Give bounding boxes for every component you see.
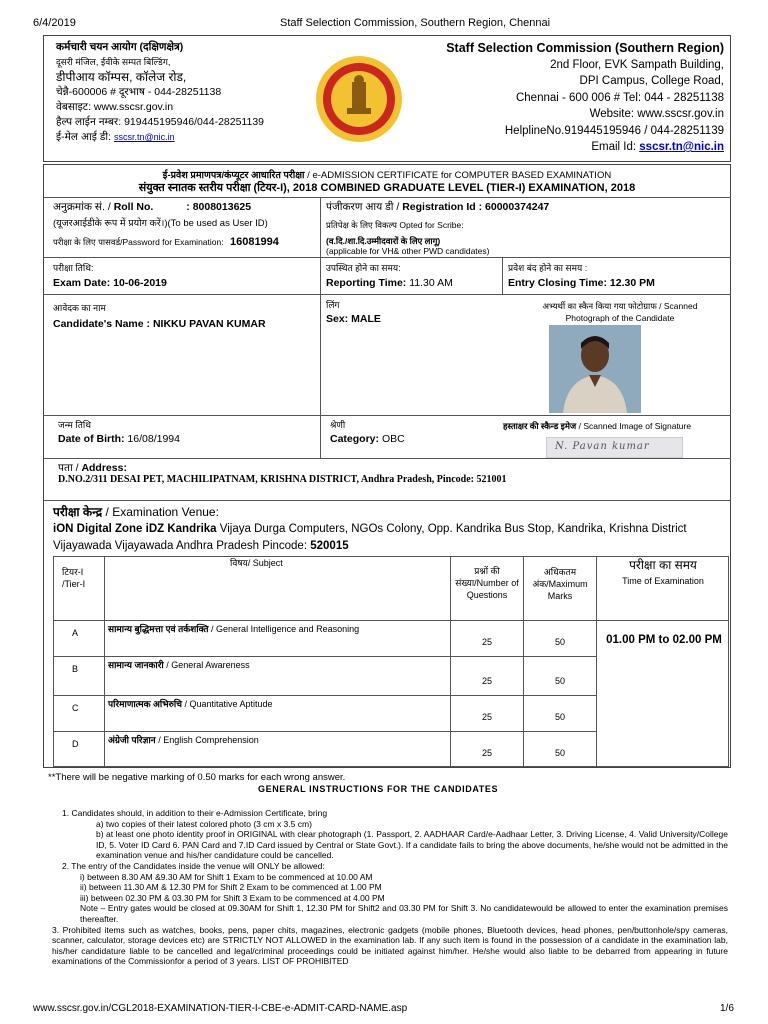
registration-value: 60000374247 (485, 201, 550, 213)
candidate-name-cell (53, 300, 266, 332)
candidate-name-value: NIKKU PAVAN KUMAR (152, 318, 266, 330)
sex-label: Sex: (326, 313, 349, 325)
venue-label-hindi: परीक्षा केन्द्र (53, 505, 103, 519)
exam-date-value: 10-06-2019 (113, 277, 167, 289)
userid-note: (यूजरआईडीके रूप में प्रयोग करें।)(To be used as User ID) (53, 218, 268, 229)
org-hindi-line5: हैल्प लाईन नम्बर: 919445195946/044-28251139 (56, 116, 265, 128)
address-label-hindi: पता (58, 462, 73, 474)
print-date: 6/4/2019 (33, 17, 76, 29)
password-row (53, 236, 279, 248)
print-title: Staff Selection Commission, Southern Region, Chennai (280, 17, 551, 29)
certificate-title: ई-प्रवेश प्रमाणपत्र/कंप्यूटर आधारित परीक्षा / e-ADMISSION CERTIFICATE for COMPUTER BASED EXAMINATION (162, 170, 612, 181)
signature-text: N. Pavan kumar (555, 441, 650, 452)
org-hindi-line2: डीपीआय कॉम्पस, कॉलेज रोड, (56, 70, 187, 84)
sex-value: MALE (351, 313, 381, 325)
instructions-title: GENERAL INSTRUCTIONS FOR THE CANDIDATES (258, 784, 499, 794)
row-questions: 25 (481, 637, 492, 647)
password-label: परीक्षा के लिए पासवर्ड/Password for Examination: (53, 237, 224, 247)
th-subject: विषय/ Subject (230, 558, 283, 568)
sex-cell (326, 298, 381, 326)
roll-label-english: Roll No. (113, 201, 154, 213)
print-page-number: 1/6 (720, 1003, 734, 1014)
exam-date-label: Exam Date: (53, 277, 111, 289)
roll-label-hindi: अनुक्रमांक सं. (53, 201, 105, 213)
exam-title-hindi: संयुक्त स्नातक स्तरीय परीक्षा (टियर-I), 2018 (138, 182, 318, 194)
photo-caption: अभ्यर्थी का स्कैन किया गया फोटोग्राफ / Scanned Photograph of the Candidate (542, 301, 698, 323)
dob-label-hindi: जन्म तिथि (58, 420, 91, 430)
registration-row: पंजीकरण आय डी / Registration Id : 60000374247 (326, 201, 550, 213)
candidate-photo (549, 325, 641, 413)
entry-closing-cell (508, 261, 655, 291)
th-time-hindi: परीक्षा का समय (629, 558, 697, 572)
candidate-label-hindi: आवेदक का नाम (53, 303, 106, 313)
instruction-2a: i) between 8.30 AM &9.30 AM for Shift 1 Exam to be commenced at 10.00 AM (80, 871, 373, 882)
row-subject-hindi: अंग्रेजी परिज्ञान (108, 735, 156, 745)
reporting-label-hindi: उपस्थित होने का समय: (326, 263, 401, 273)
ssc-emblem-icon (314, 54, 404, 144)
instruction-1a: a) two copies of their latest colored photo (3 cm x 3.5 cm) (96, 818, 312, 829)
entry-closing-value: 12.30 PM (609, 277, 655, 289)
org-hindi-email-row (56, 130, 316, 145)
org-hindi-line3: चेन्नै-600006 # दूरभाष - 044-28251138 (56, 86, 222, 98)
dob-cell (58, 418, 180, 446)
venue-pincode: 520015 (310, 540, 349, 552)
exam-title-english: COMBINED GRADUATE LEVEL (TIER-I) EXAMINATION, 2018 (320, 182, 636, 194)
org-english-line4: Website: www.sscsr.gov.in (589, 108, 724, 120)
signature-caption-hindi: हस्ताक्षर की स्कैन्ड इमेज (503, 421, 577, 431)
entry-closing-label: Entry Closing Time: (508, 277, 607, 289)
row-marks: 50 (554, 748, 565, 758)
venue-line1: Vijaya Durga Computers, NGOs Colony, Opp. Kandrika Bus Stop, Kandrika, Krishna District (219, 523, 687, 535)
email-label-hindi: ई-मेल आई डी: (56, 131, 112, 143)
registration-label-english: Registration Id : (402, 201, 483, 213)
instruction-2b: ii) between 11.30 AM & 12.30 PM for Shift 2 Exam to be commenced at 1.00 PM (80, 882, 382, 893)
instruction-2d: Note – Entry gates would be closed at 09.30AM for Shift 1, 12.30 PM for Shift2 and 03.30 PM for Shift 3. No candidatewould be allowed to enter the examination premises thereafter. (80, 903, 728, 924)
email-link-english[interactable]: sscsr.tn@nic.in (639, 141, 724, 153)
category-label-hindi: श्रेणी (330, 420, 346, 430)
email-link-hindi[interactable]: sscsr.tn@nic.in (113, 132, 175, 142)
exam-title (43, 180, 731, 195)
row-subject-hindi: परिमाणात्मक अभिरुचि (108, 699, 182, 709)
sex-label-hindi: लिंग (326, 300, 340, 310)
org-english-email-row (394, 139, 724, 156)
row-questions: 25 (481, 676, 492, 686)
row-marks: 50 (554, 637, 565, 647)
exam-date-cell (53, 261, 167, 291)
instruction-2: 2. The entry of the Candidates inside the venue will ONLY be allowed: (62, 860, 325, 871)
instruction-3: 3. Prohibited items such as watches, books, pens, paper chits, magazines, electronic gadgets (mobile phones, Bluetooth devices, head phones, pen/buttonhole/spy cameras, scanner, calculator, storage devices etc) are STRICTLY NOT ALLOWED in the examination lab. If any such item is found in the possession of a candidate in the examination lab, his/her candidature liable to be cancelled and legal/criminal proceedings could be initiated against him/her. He/she would also liable to be debarred from appearing in future examinations of the Commissionfor a period of 3 years. LIST OF PROHIBITED (52, 924, 728, 967)
org-hindi-line1: दूसरी मंजिल, ईवीके सम्पत बिल्डिंग, (56, 57, 171, 67)
category-label: Category: (330, 433, 380, 445)
password-value: 16081994 (229, 236, 279, 248)
th-tier: टियर-I /Tier-I (62, 567, 86, 589)
exam-time-value: 01.00 PM to 02.00 PM (606, 634, 722, 646)
reporting-time-cell (326, 261, 453, 291)
registration-label-hindi: पंजीकरण आय डी (326, 201, 394, 213)
row-questions: 25 (481, 712, 492, 722)
instruction-1: 1. Candidates should, in addition to their e-Admission Certificate, bring (62, 808, 328, 818)
roll-number-value: : 8008013625 (186, 201, 252, 213)
dob-label: Date of Birth: (58, 433, 125, 445)
org-name-hindi: कर्मचारी चयन आयोग (दक्षिणक्षेत्र) (56, 41, 184, 53)
signature-caption-english: / Scanned Image of Signature (578, 421, 692, 431)
org-name-english: Staff Selection Commission (Southern Region) (446, 41, 724, 55)
row-subject (108, 622, 359, 635)
row-subject (108, 733, 259, 746)
row-part: B (72, 664, 79, 674)
instruction-1b: b) at least one photo identity proof in ORIGINAL with clear photograph (1. Passport, 2. AADHAAR Card/e-Aadhaar Letter, 3. Driving License, 4. Valid University/College ID, 5. Voter ID Card 6. PAN Card and 7.ID Card issued by Central or State Govt.). If a candidate fails to bring the above documents, he/she would not be admitted in the examination venue and his/her candidature could be cancelled. (96, 829, 728, 861)
certificate-title-english: e-ADMISSION CERTIFICATE for COMPUTER BASED EXAMINATION (312, 170, 612, 181)
candidate-label: Candidate's Name : (53, 318, 151, 330)
th-questions: प्रश्नों की संख्या/Number of Questions (455, 566, 519, 600)
entry-closing-label-hindi: प्रवेश बंद होने का समय : (508, 263, 588, 273)
address-cell: पता / Address: D.NO.2/311 DESAI PET, MACHILIPATNAM, KRISHNA DISTRICT, Andhra Pradesh, Pincode: 521001 (58, 462, 507, 485)
venue-cell (53, 504, 687, 555)
email-label-english: Email Id: (591, 141, 637, 153)
row-part: A (72, 628, 79, 638)
row-subject-english: / English Comprehension (158, 735, 259, 745)
negative-marking-note: **There will be negative marking of 0.50 marks for each wrong answer. (48, 772, 346, 783)
venue-line2: Vijayawada Vijayawada Andhra Pradesh Pincode: (53, 540, 308, 552)
th-marks: अधिकतम अंक/Maximum Marks (532, 567, 588, 601)
row-subject-hindi: सामान्य बुद्धिमत्ता एवं तर्कशक्ति (108, 624, 209, 634)
venue-label-english: / Examination Venue: (105, 505, 219, 519)
scribe-note-english: (applicable for VH& other PWD candidates) (326, 246, 490, 256)
address-value: D.NO.2/311 DESAI PET, MACHILIPATNAM, KRISHNA DISTRICT, Andhra Pradesh, Pincode: 521001 (58, 474, 507, 485)
reporting-value: 11.30 AM (409, 277, 453, 289)
roll-number-row: अनुक्रमांक सं. / Roll No. : 8008013625 (53, 201, 252, 213)
row-questions: 25 (481, 748, 492, 758)
row-marks: 50 (554, 676, 565, 686)
org-header (43, 35, 731, 162)
dob-value: 16/08/1994 (127, 433, 180, 445)
address-label-english: Address: (81, 462, 127, 474)
signature-caption (503, 421, 691, 432)
org-english-line1: 2nd Floor, EVK Sampath Building, (550, 58, 724, 71)
exam-date-label-hindi: परीक्षा तिथि: (53, 263, 94, 273)
th-time-english: Time of Examination (622, 576, 704, 586)
scribe-label: प्रतिपेक्ष के लिए विकल्प Opted for Scribe: (326, 220, 464, 230)
org-english-line3: Chennai - 600 006 # Tel: 044 - 28251138 (515, 91, 724, 104)
row-subject-english: / Quantitative Aptitude (184, 699, 273, 709)
category-cell (330, 418, 405, 446)
certificate-title-hindi: ई-प्रवेश प्रमाणपत्र/कंप्यूटर आधारित परीक्षा (162, 170, 305, 181)
row-subject-english: / General Intelligence and Reasoning (211, 624, 360, 634)
org-english-line5: HelplineNo.919445195946 / 044-28251139 (504, 124, 724, 137)
row-subject (108, 697, 273, 710)
row-marks: 50 (554, 712, 565, 722)
org-english-line2: DPI Campus, College Road, (579, 75, 724, 87)
row-subject-english: / General Awareness (166, 660, 250, 670)
signature-image (546, 437, 683, 458)
row-part: D (72, 739, 79, 749)
category-value: OBC (381, 433, 405, 445)
instructions-list (52, 808, 728, 967)
org-hindi-line4: वेबसाइट: www.sscsr.gov.in (56, 101, 174, 113)
row-part: C (72, 703, 79, 713)
row-subject-hindi: सामान्य जानकारी (108, 660, 164, 670)
instruction-2c: iii) between 02.30 PM & 03.30 PM for Shift 3 Exam to be commenced at 4.00 PM (80, 892, 385, 903)
scribe-note-hindi: (व.दि./शा.दि.उम्मीदवारों के लिए लागू) (326, 236, 441, 246)
reporting-label: Reporting Time: (326, 277, 407, 289)
row-subject (108, 658, 250, 671)
venue-name: iON Digital Zone iDZ Kandrika (53, 523, 217, 535)
print-url: www.sscsr.gov.in/CGL2018-EXAMINATION-TIER-I-CBE-e-ADMIT-CARD-NAME.asp (33, 1003, 408, 1014)
